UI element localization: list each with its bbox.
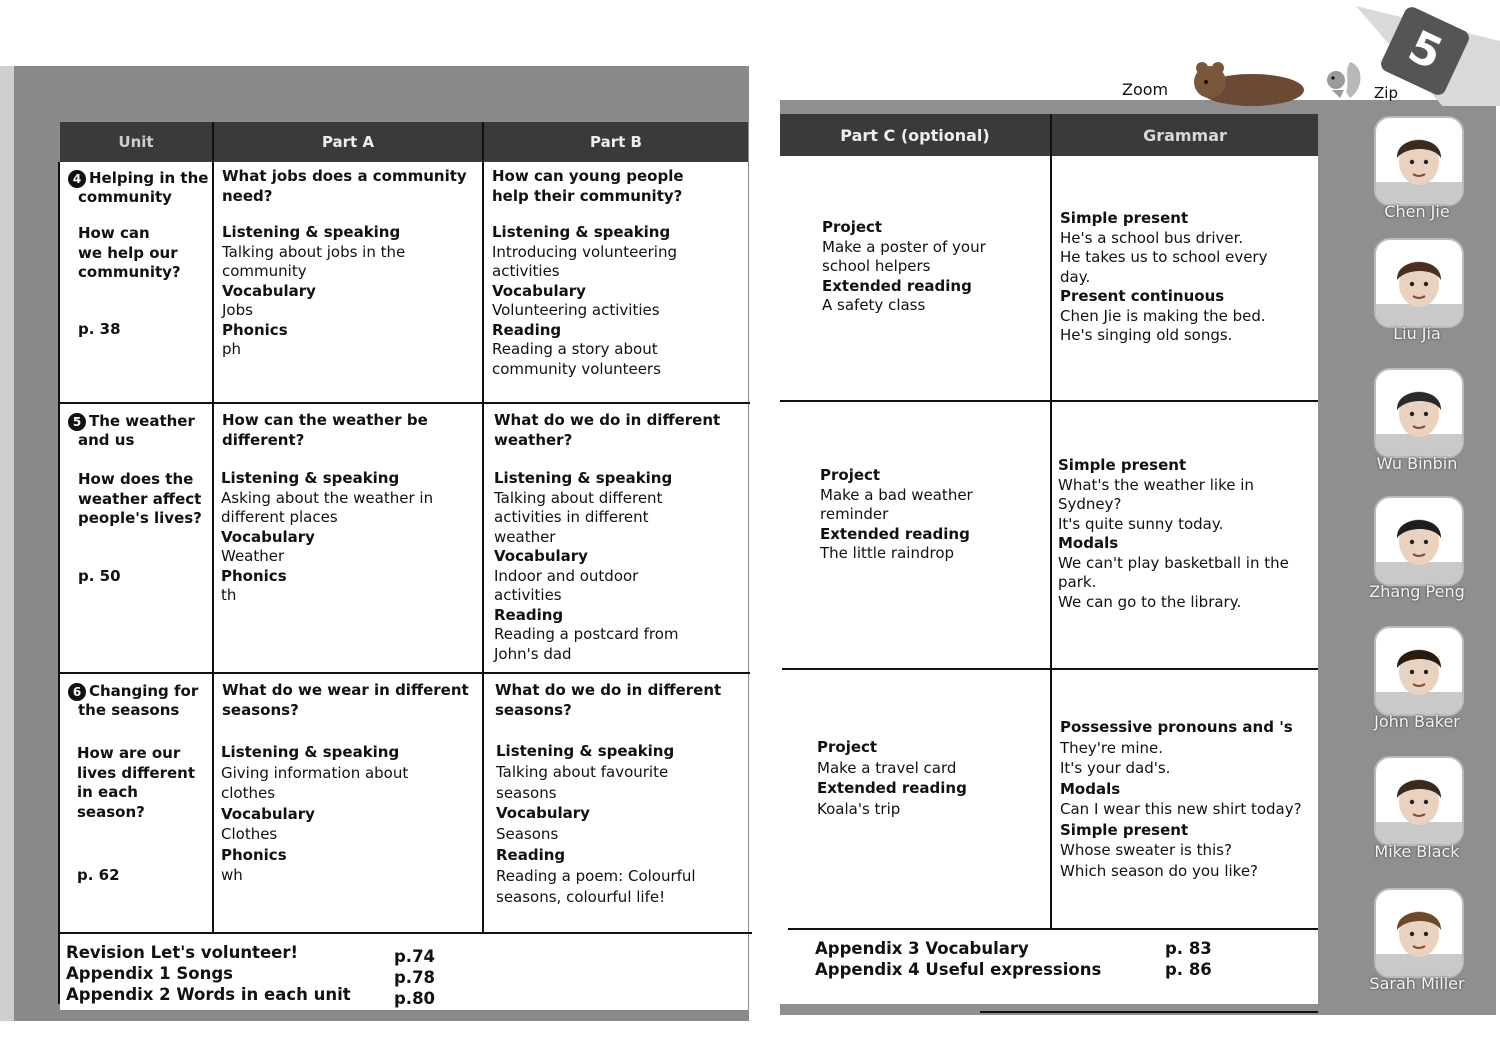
section-text: We can go to the library. <box>1058 592 1242 611</box>
section-text: activities in different <box>494 508 649 526</box>
section-text: seasons, colourful life! <box>496 887 666 906</box>
col-divider <box>1050 114 1052 928</box>
character-portrait-icon <box>1376 370 1462 456</box>
section-text: He's singing old songs. <box>1060 326 1233 344</box>
section-heading: Modals <box>1058 534 1119 552</box>
section-heading: Listening & speaking <box>221 743 400 761</box>
section-text: seasons <box>496 783 557 802</box>
section-text: A safety class <box>822 296 926 314</box>
section-heading: Reading <box>496 845 566 864</box>
table-left-border <box>58 162 60 1004</box>
footer-page[interactable]: p. 83 <box>1165 939 1212 958</box>
unit-question: How are our lives different in each season? <box>77 744 196 821</box>
section-text: Reading a poem: Colourful <box>496 866 696 885</box>
character-avatar <box>1374 116 1464 206</box>
unit-page[interactable]: p. 62 <box>77 866 120 884</box>
row-divider <box>780 400 1318 402</box>
section-heading: Vocabulary <box>494 547 588 565</box>
header-unit: Unit <box>60 122 212 162</box>
section-text: Introducing volunteering <box>492 242 678 261</box>
section-heading: Vocabulary <box>221 527 315 546</box>
left-footer-pages <box>394 946 435 1009</box>
section-heading: Present continuous <box>1060 287 1225 305</box>
section-text: activities <box>494 586 562 604</box>
row-divider <box>58 402 750 404</box>
character-name: Sarah Miller <box>1369 974 1465 993</box>
section-text: community volunteers <box>492 359 661 378</box>
section-text: activities <box>492 262 560 280</box>
section-text: clothes <box>221 784 276 802</box>
section-heading: Listening & speaking <box>492 223 671 241</box>
right-footer <box>815 938 1101 980</box>
section-text: Asking about the weather in <box>221 488 434 507</box>
section-heading: Extended reading <box>817 779 967 797</box>
part-b-question: How can young people help their community? <box>492 167 684 205</box>
section-heading: Project <box>822 218 883 236</box>
section-text: Giving information about <box>221 763 409 782</box>
section-heading: Phonics <box>221 566 287 585</box>
character-avatar <box>1374 626 1464 716</box>
right-footer-pages <box>1165 938 1212 980</box>
section-text: day. <box>1060 267 1091 286</box>
row-divider <box>58 672 750 674</box>
part-b-question: What do we do in different seasons? <box>495 681 722 719</box>
character-avatar <box>1374 368 1464 458</box>
section-text: Indoor and outdoor <box>494 566 639 585</box>
section-heading: Vocabulary <box>496 804 590 823</box>
unit-6-cell <box>68 682 198 720</box>
section-text: They're mine. <box>1060 738 1164 757</box>
character-portrait-icon <box>1376 628 1462 714</box>
section-heading: Simple present <box>1060 209 1189 227</box>
part-c-body <box>822 218 986 316</box>
character-portrait-icon <box>1376 758 1462 844</box>
section-text: park. <box>1058 573 1097 591</box>
section-text: Koala's trip <box>817 799 901 818</box>
character-name: John Baker <box>1374 712 1460 731</box>
part-a-question: What do we wear in different seasons? <box>222 681 469 719</box>
section-text: school helpers <box>822 257 931 275</box>
part-c-body <box>817 737 967 819</box>
section-heading: Project <box>820 466 881 484</box>
col-divider <box>212 122 214 932</box>
section-text: Whose sweater is this? <box>1060 841 1232 859</box>
header-part-a: Part A <box>214 122 482 162</box>
section-heading: Phonics <box>222 320 288 339</box>
unit-title: 6 Changing for <box>68 682 198 701</box>
section-text: Can I wear this new shirt today? <box>1060 800 1302 818</box>
squirrel-illustration <box>1320 58 1364 102</box>
grammar-body <box>1060 717 1302 881</box>
section-heading: Simple present <box>1060 820 1189 839</box>
character-avatar <box>1374 888 1464 978</box>
part-b-body <box>494 469 679 664</box>
unit-title: community <box>78 188 172 206</box>
section-text: He's a school bus driver. <box>1060 228 1244 247</box>
footer-link[interactable]: Appendix 4 Useful expressions <box>815 960 1102 979</box>
unit-question: How can we help our community? <box>78 224 181 281</box>
part-a-body <box>221 742 408 886</box>
section-text: It's your dad's. <box>1060 759 1171 777</box>
unit-title: the seasons <box>78 701 180 719</box>
section-heading: Listening & speaking <box>221 469 400 487</box>
footer-page[interactable]: p.78 <box>394 968 436 987</box>
footer-link[interactable]: Revision Let's volunteer! <box>66 943 298 962</box>
section-text: Make a poster of your <box>822 237 986 256</box>
section-text: ph <box>222 340 242 358</box>
section-text: community <box>222 262 307 280</box>
part-a-question: How can the weather be different? <box>222 411 428 449</box>
section-heading: Listening & speaking <box>494 469 673 487</box>
bear-illustration <box>1182 56 1312 106</box>
section-text: Chen Jie is making the bed. <box>1060 306 1266 325</box>
row-divider <box>782 668 1318 670</box>
footer-link[interactable]: Appendix 1 Songs <box>66 964 234 983</box>
section-text: Seasons <box>496 825 559 844</box>
page-edge <box>0 66 14 1021</box>
part-b-body <box>496 741 696 907</box>
unit-badge: 5 <box>1378 4 1471 97</box>
row-divider <box>980 1011 1318 1013</box>
part-c-body <box>820 466 973 564</box>
section-heading: Phonics <box>221 845 287 864</box>
section-text: John's dad <box>494 644 572 663</box>
character-portrait-icon <box>1376 890 1462 976</box>
character-avatar <box>1374 496 1464 586</box>
section-heading: Reading <box>492 320 562 339</box>
unit-number-badge: 5 <box>68 413 86 431</box>
section-text: Talking about different <box>494 488 663 507</box>
character-portrait-icon <box>1376 240 1462 326</box>
section-text: The little raindrop <box>820 544 955 562</box>
section-heading: Listening & speaking <box>496 742 675 760</box>
left-footer <box>66 942 351 1005</box>
unit-page[interactable]: p. 50 <box>78 567 121 585</box>
grammar-body <box>1060 209 1267 346</box>
section-text: th <box>221 586 237 604</box>
section-heading: Vocabulary <box>221 804 315 823</box>
character-name: Liu Jia <box>1393 324 1441 343</box>
section-text: What's the weather like in <box>1058 475 1254 494</box>
section-text: We can't play basketball in the <box>1058 553 1289 572</box>
section-text: Weather <box>221 547 285 565</box>
section-text: Reading a postcard from <box>494 625 679 643</box>
part-a-body <box>222 223 405 360</box>
section-text: weather <box>494 527 556 546</box>
section-text: It's quite sunny today. <box>1058 514 1224 533</box>
section-heading: Simple present <box>1058 456 1187 474</box>
part-b-body <box>492 223 677 379</box>
unit-page[interactable]: p. 38 <box>78 320 121 338</box>
section-heading: Listening & speaking <box>222 223 401 241</box>
section-text: Make a travel card <box>817 758 957 777</box>
character-name: Zhang Peng <box>1369 582 1465 601</box>
unit-number-badge: 4 <box>68 170 86 188</box>
section-heading: Vocabulary <box>222 281 316 300</box>
section-text: Talking about jobs in the <box>222 242 406 261</box>
character-name: Wu Binbin <box>1376 454 1458 473</box>
character-avatar <box>1374 238 1464 328</box>
section-heading: Modals <box>1060 779 1121 798</box>
character-avatar <box>1374 756 1464 846</box>
part-a-body <box>221 469 433 606</box>
section-heading: Possessive pronouns and 's <box>1060 718 1293 736</box>
section-text: Talking about favourite <box>496 762 669 781</box>
header-part-c: Part C (optional) <box>780 114 1050 156</box>
section-text: Clothes <box>221 825 278 843</box>
footer-link[interactable]: Appendix 2 Words in each unit <box>66 985 351 1004</box>
footer-page[interactable]: p.74 <box>394 947 436 966</box>
unit-4-cell <box>68 169 208 207</box>
unit-title: and us <box>78 431 135 449</box>
unit-5-cell <box>68 412 195 450</box>
section-text: Volunteering activities <box>492 301 660 319</box>
section-text: Make a bad weather <box>820 485 973 504</box>
section-text: Reading a story about <box>492 340 658 358</box>
zip-label: Zip <box>1374 84 1398 102</box>
footer-page[interactable]: p.80 <box>394 989 436 1008</box>
unit-title: 5 The weather <box>68 412 195 431</box>
section-text: reminder <box>820 505 889 523</box>
section-text: wh <box>221 866 243 884</box>
section-text: Sydney? <box>1058 495 1122 513</box>
section-text: Jobs <box>222 301 253 319</box>
col-divider <box>482 122 484 932</box>
section-heading: Reading <box>494 605 564 624</box>
unit-title: 4 Helping in the <box>68 169 208 188</box>
zoom-label: Zoom <box>1122 80 1169 99</box>
row-divider <box>788 928 1318 930</box>
row-divider <box>58 932 752 934</box>
section-heading: Vocabulary <box>492 281 586 300</box>
character-name: Chen Jie <box>1384 202 1450 221</box>
footer-page[interactable]: p. 86 <box>1165 960 1212 979</box>
section-heading: Extended reading <box>822 276 972 295</box>
part-b-question: What do we do in different weather? <box>494 411 721 449</box>
section-text: different places <box>221 508 338 526</box>
footer-link[interactable]: Appendix 3 Vocabulary <box>815 939 1029 958</box>
section-text: Which season do you like? <box>1060 861 1259 880</box>
section-heading: Project <box>817 738 878 756</box>
section-heading: Extended reading <box>820 524 970 543</box>
unit-question: How does the weather affect people's lives? <box>78 470 202 527</box>
character-portrait-icon <box>1376 118 1462 204</box>
header-part-b: Part B <box>484 122 748 162</box>
header-grammar: Grammar <box>1052 114 1318 156</box>
character-name: Mike Black <box>1374 842 1460 861</box>
section-text: He takes us to school every <box>1060 248 1268 266</box>
unit-number-badge: 6 <box>68 683 86 701</box>
character-portrait-icon <box>1376 498 1462 584</box>
grammar-body <box>1058 456 1289 612</box>
part-a-question: What jobs does a community need? <box>222 167 467 205</box>
